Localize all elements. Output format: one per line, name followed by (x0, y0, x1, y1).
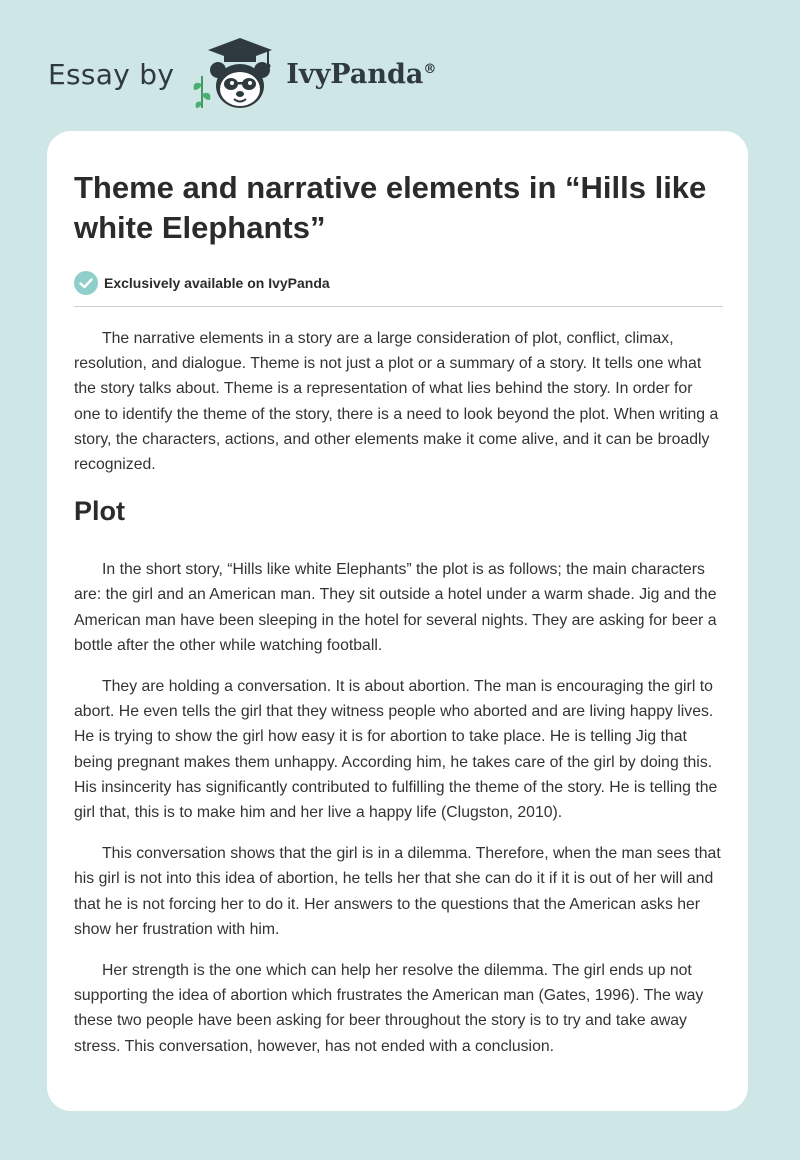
brand-prefix: Essay by (48, 57, 175, 91)
body-paragraph: Her strength is the one which can help her resolve the dilemma. The girl ends up not supporting the idea of abortion which frustrates the American man (Gates, 1996). The way these two people have been asking for beer throughout the story is to try and take away stress. This conversation, however, has not ended with a conclusion. (74, 962, 704, 1055)
body-paragraph: They are holding a conversation. It is about abortion. The man is encouraging the girl to abort. He even tells the girl that they witness people who aborted and are living happy lives. He is trying to show the girl how easy it is for abortion to take place. He is telling Jig that being pregnant makes them unhappy. According him, he takes care of the girl by doing this. His insincerity has significantly contributed to fulfilling the theme of the story. He is telling the girl that, this is to make him and her live a happy life (Clugston, 2010). (74, 678, 718, 822)
panda-logo-icon[interactable] (188, 36, 280, 112)
check-icon (74, 271, 98, 295)
article-content (74, 168, 722, 1059)
badge-text: Exclusively available on IvyPanda (104, 275, 330, 291)
body-paragraph: In the short story, “Hills like white Elephants” the plot is as follows; the main characters are: the girl and an American man. They sit outside a hotel under a warm shade. Jig and the American man have been sleeping in the hotel for several nights. They are asking for beer a bottle after the other while watching football. (74, 561, 717, 654)
brand-name: IvyPanda® (286, 58, 437, 90)
brand-header (48, 36, 436, 112)
article-title: Theme and narrative elements in “Hills like white Elephants” (74, 170, 707, 245)
section-heading: Plot (74, 496, 125, 527)
title-divider (74, 306, 723, 307)
exclusive-badge (74, 269, 722, 297)
body-paragraph: This conversation shows that the girl is in a dilemma. Therefore, when the man sees that his girl is not into this idea of abortion, he tells her that she can do it if it is out of her will and that he is not forcing her to do it. Her answers to the questions that the American asks her show her frustration with him. (74, 845, 721, 938)
article-card (47, 131, 748, 1111)
intro-paragraph: The narrative elements in a story are a large consideration of plot, conflict, climax, resolution, and dialogue. Theme is not just a plot or a summary of a story. It tells one what the story talks about. Theme is a representation of what lies behind the story. In order for one to identify the theme of the story, there is a need to look beyond the plot. When writing a story, the characters, actions, and other elements make it come alive, and it can be broadly recognized. (74, 330, 719, 474)
